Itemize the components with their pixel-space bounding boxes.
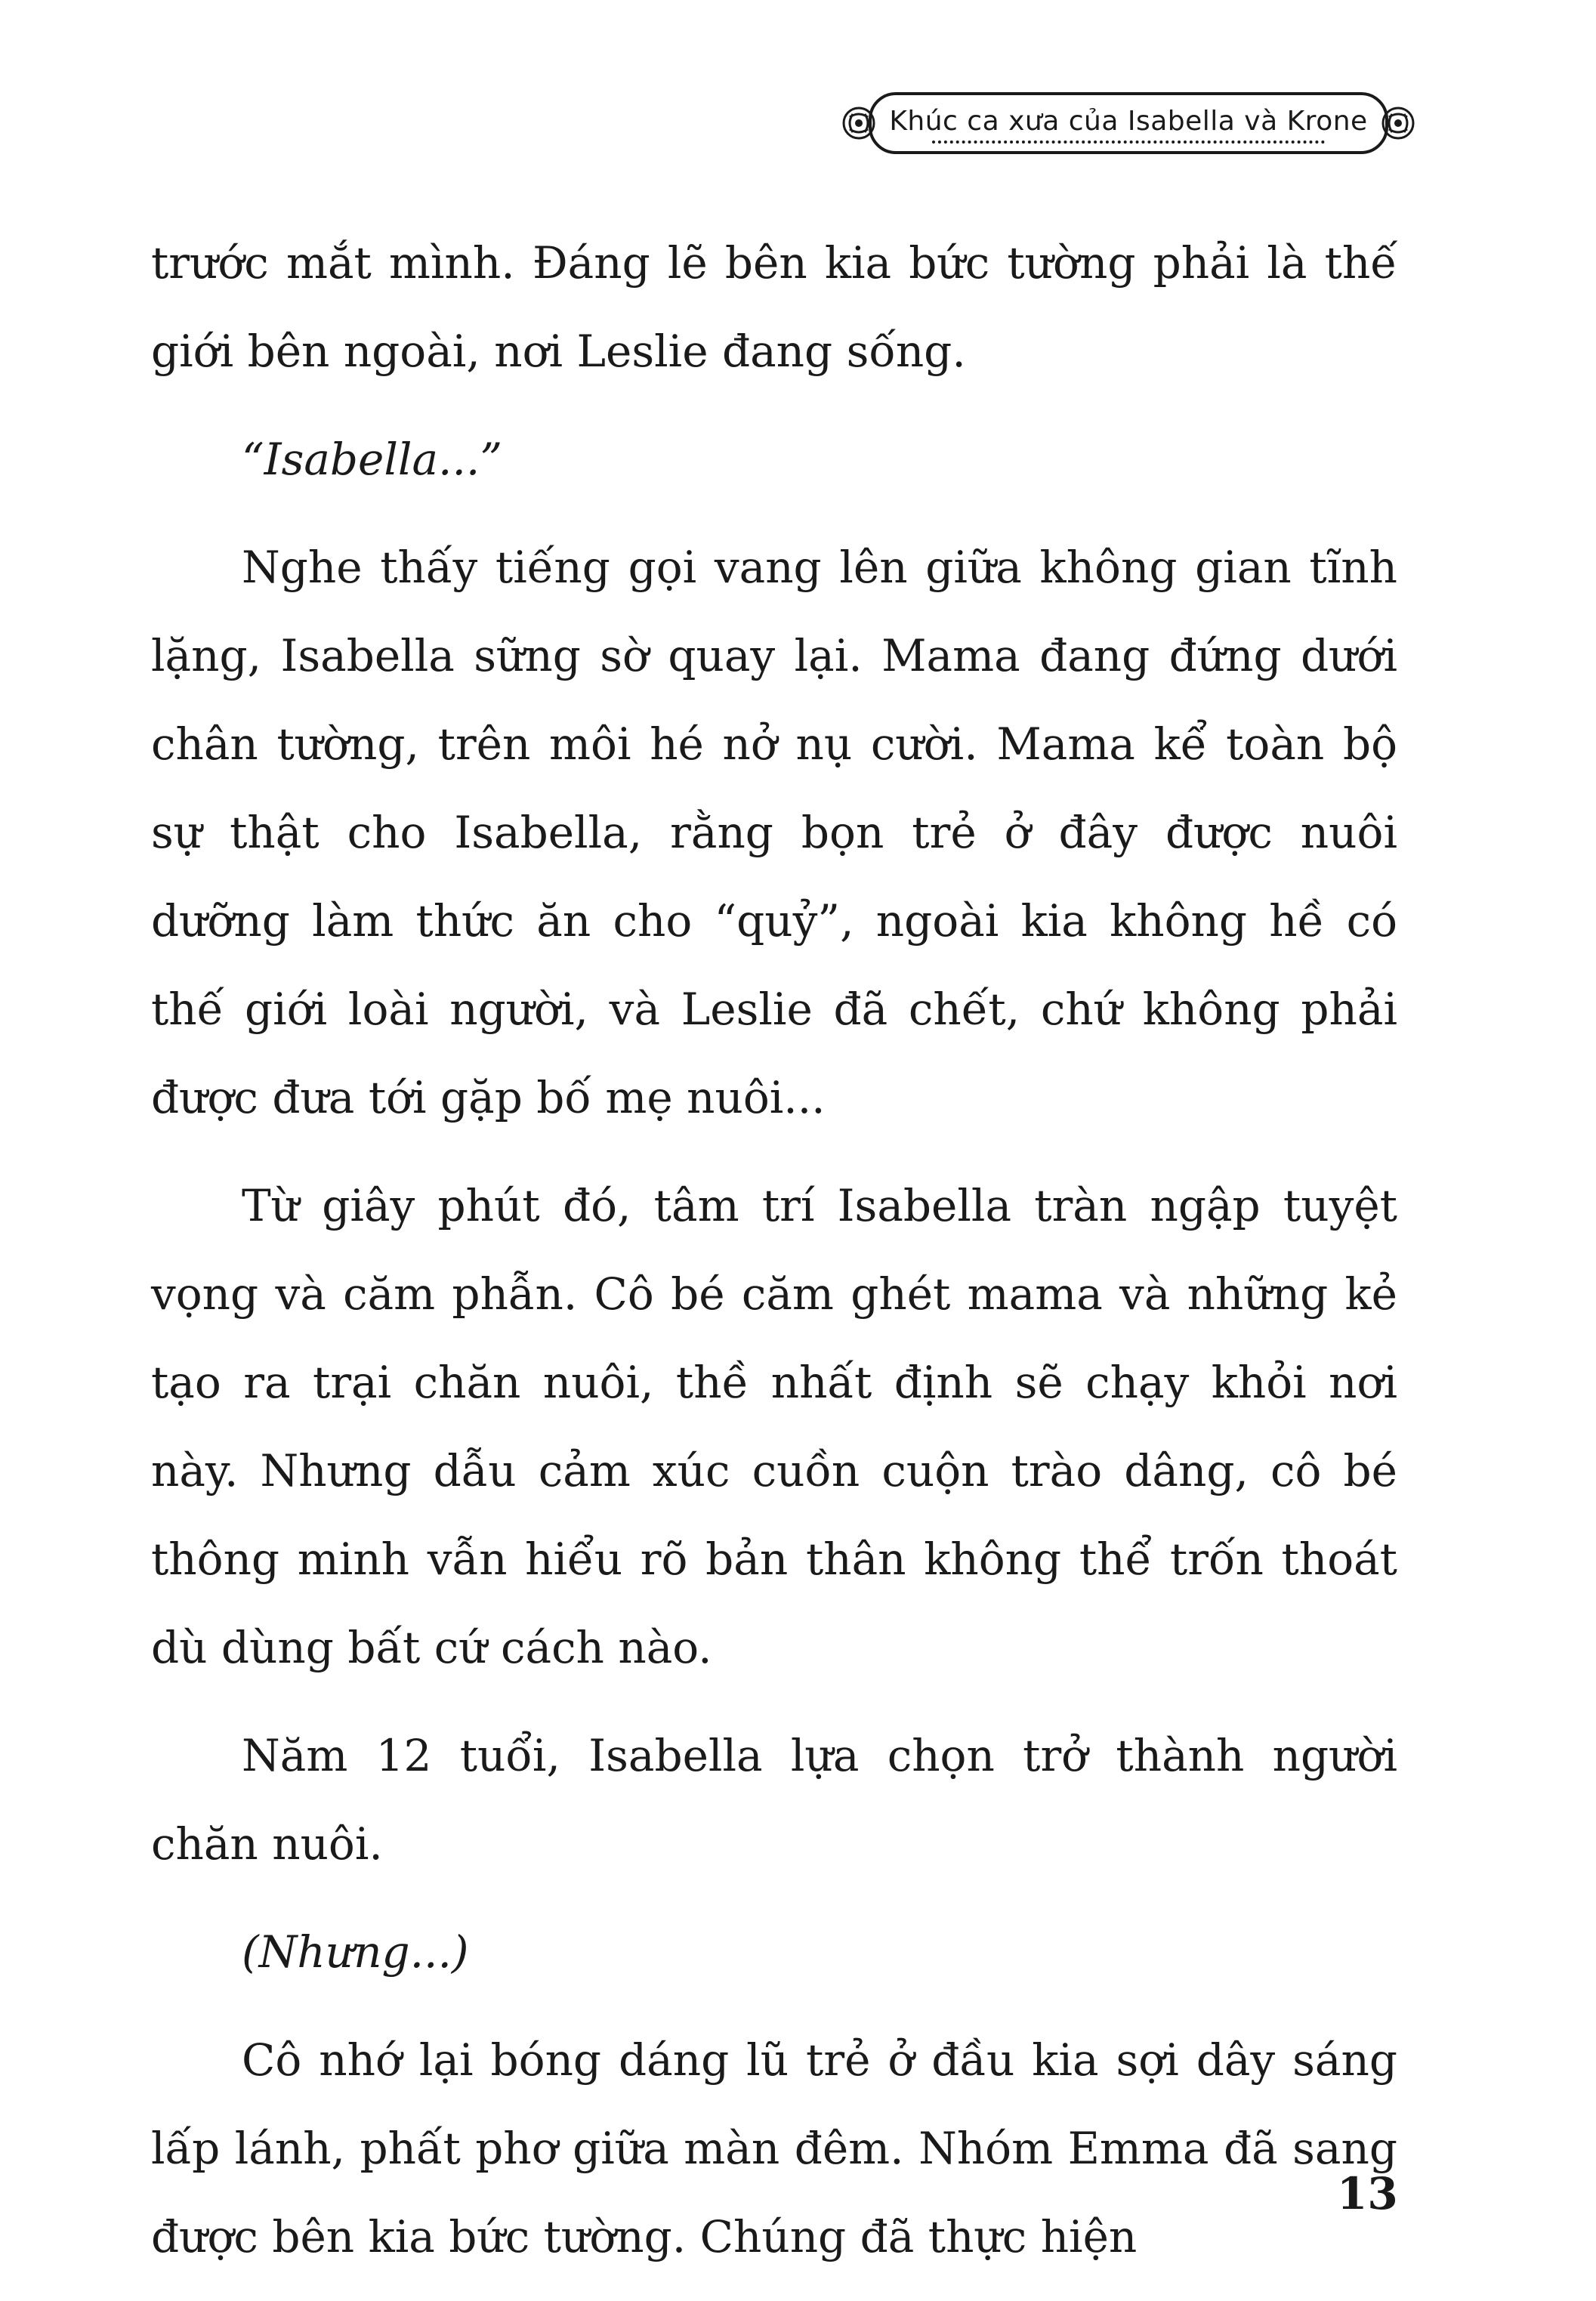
running-header bbox=[869, 92, 1388, 154]
paragraph-1: trước mắt mình. Đáng lẽ bên kia bức tường phải là thế giới bên ngoài, nơi Leslie đang sống. bbox=[151, 237, 1397, 377]
right-ornament-icon bbox=[1378, 103, 1418, 143]
paragraph-2-dialogue: “Isabella...” bbox=[242, 434, 502, 485]
book-title: Khúc ca xưa của Isabella và Krone bbox=[889, 105, 1368, 137]
page-body bbox=[151, 219, 1397, 2301]
paragraph-3: Nghe thấy tiếng gọi vang lên giữa không gian tĩnh lặng, Isabella sững sờ quay lại. Mama đang đứng dưới chân tường, trên môi hé nở nụ cười. Mama kể toàn bộ sự thật cho Isabella, rằng bọn trẻ ở đây được nuôi dưỡng làm thức ăn cho “quỷ”, ngoài kia không hề có thế giới loài người, và Leslie đã chết, chứ không phải được đưa tới gặp bố mẹ nuôi... bbox=[151, 542, 1397, 1123]
paragraph-7: Cô nhớ lại bóng dáng lũ trẻ ở đầu kia sợi dây sáng lấp lánh, phất phơ giữa màn đêm. Nhóm Emma đã sang được bên kia bức tường. Chúng đã thực hiện bbox=[151, 2034, 1397, 2262]
page-number: 13 bbox=[1337, 2168, 1398, 2219]
paragraph-6-thought: (Nhưng...) bbox=[242, 1926, 469, 1978]
paragraph-4: Từ giây phút đó, tâm trí Isabella tràn ngập tuyệt vọng và căm phẫn. Cô bé căm ghét mama và những kẻ tạo ra trại chăn nuôi, thề nhất định sẽ chạy khỏi nơi này. Nhưng dẫu cảm xúc cuồn cuộn trào dâng, cô bé thông minh vẫn hiểu rõ bản thân không thể trốn thoát dù dùng bất cứ cách nào. bbox=[151, 1180, 1397, 1673]
left-ornament-icon bbox=[839, 103, 878, 143]
paragraph-5: Năm 12 tuổi, Isabella lựa chọn trở thành người chăn nuôi. bbox=[151, 1730, 1397, 1870]
